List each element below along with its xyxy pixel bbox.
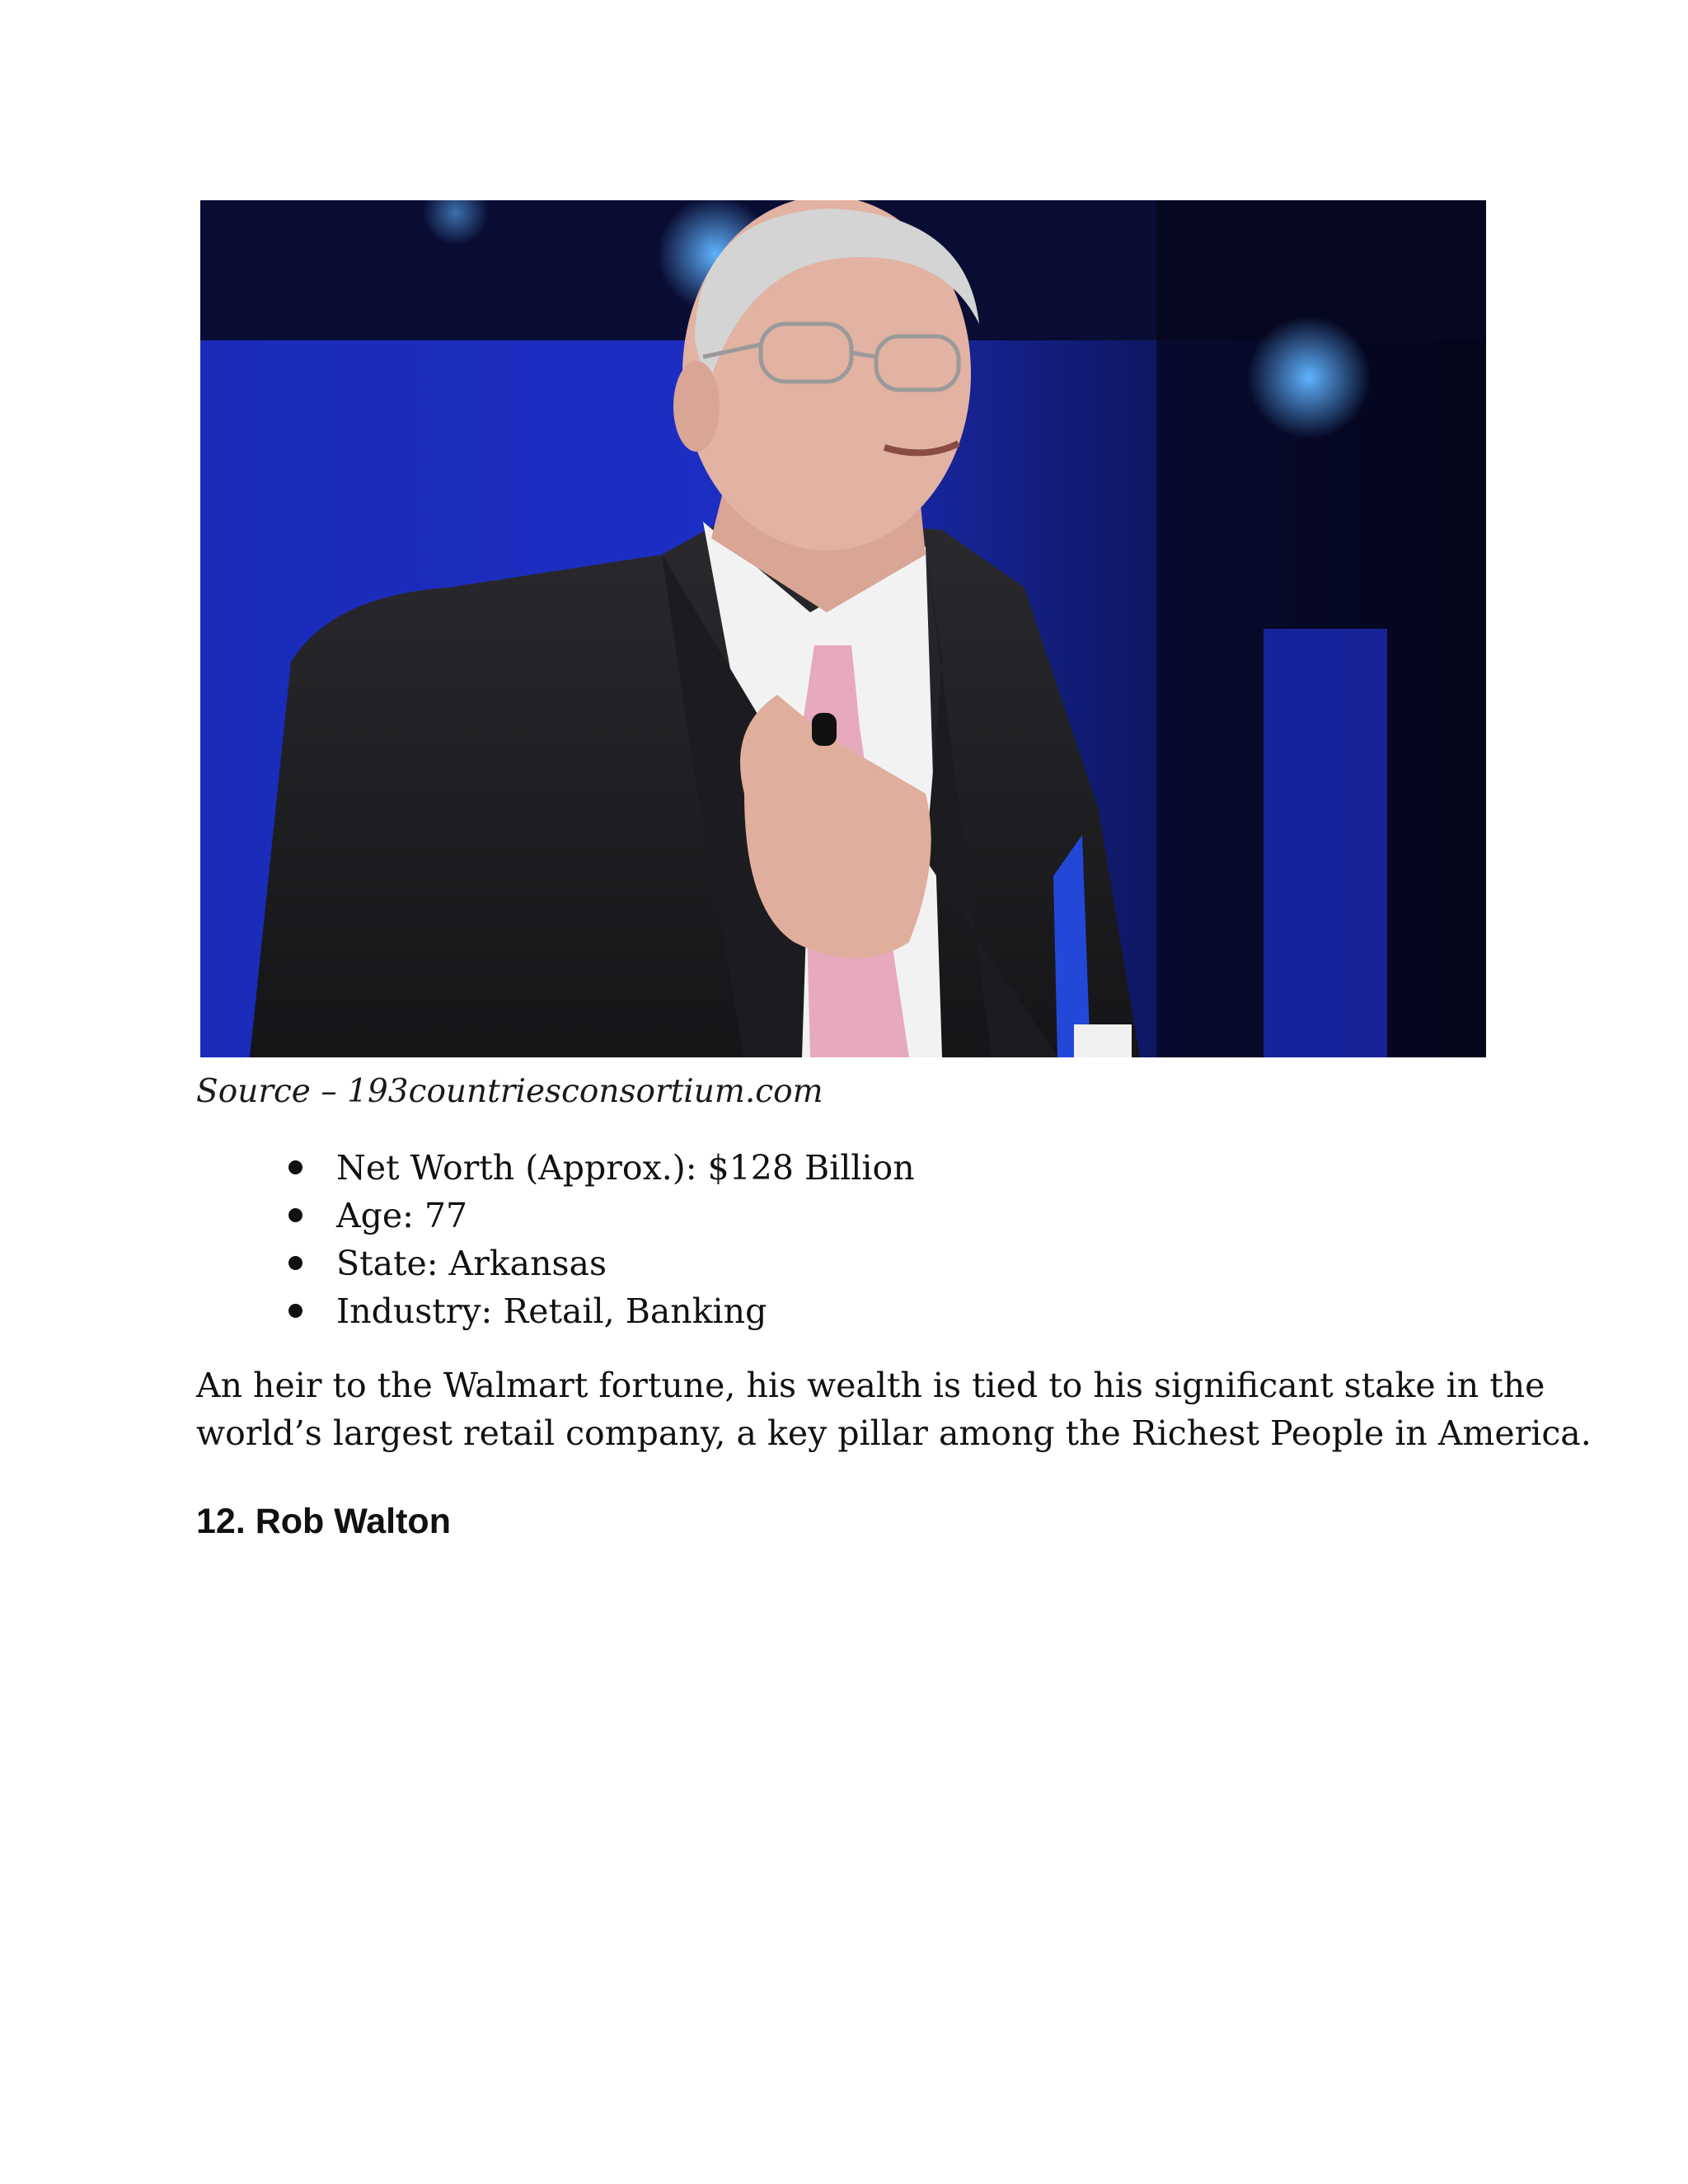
list-item (196, 1287, 915, 1335)
fact-industry: Industry: Retail, Banking (336, 1291, 767, 1331)
list-item (196, 1144, 915, 1192)
fact-state: State: Arkansas (336, 1244, 607, 1283)
speaker-photo (200, 200, 1486, 1057)
image-source-caption: Source – 193countriesconsortium.com (196, 1073, 823, 1110)
description-paragraph (196, 1361, 1592, 1457)
bullet-icon (288, 1208, 302, 1222)
list-item (196, 1192, 915, 1240)
profile-facts-list (196, 1144, 915, 1335)
paragraph-line: world’s largest retail company, a key pillar among the Richest People in America. (196, 1413, 1592, 1453)
fact-net-worth: Net Worth (Approx.): $128 Billion (336, 1148, 915, 1188)
paragraph-line: An heir to the Walmart fortune, his wealth is tied to his significant stake in the (196, 1366, 1545, 1405)
bullet-icon (288, 1304, 302, 1318)
bullet-icon (288, 1160, 302, 1174)
list-item (196, 1240, 915, 1287)
fact-age: Age: 77 (336, 1196, 468, 1235)
bullet-icon (288, 1256, 302, 1270)
section-heading: 12. Rob Walton (196, 1502, 451, 1541)
